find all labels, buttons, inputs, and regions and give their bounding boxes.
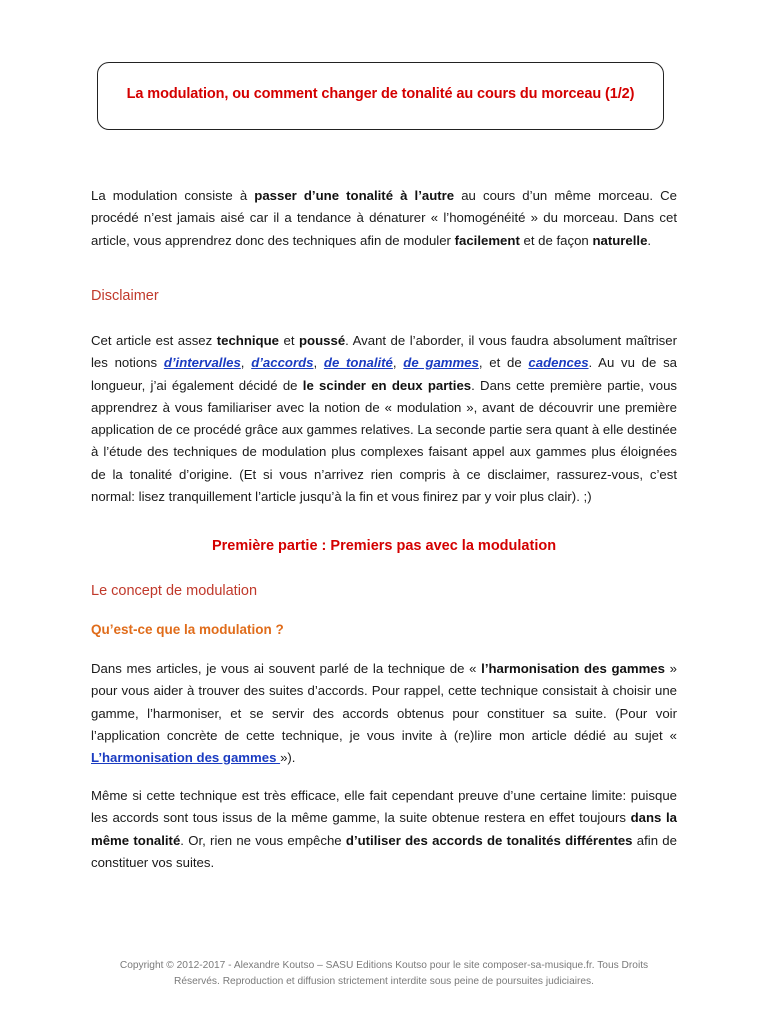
bold-text: poussé xyxy=(298,333,346,348)
link-gammes[interactable]: de gammes xyxy=(403,355,479,371)
text: au cours d’un même morceau. Ce procédé n’est jamais aisé car il a tendance à dénaturer « l’homogénéité » du morceau. Dans cet article, vous apprendrez donc des techniques afin de moduler xyxy=(91,188,677,248)
harmonisation-paragraph xyxy=(91,658,677,769)
text: . Avant de l’aborder, il vous faudra absolument maîtriser les notions xyxy=(91,333,677,371)
copyright-footer xyxy=(100,958,668,990)
text: . xyxy=(647,232,652,248)
intro-paragraph xyxy=(91,185,677,252)
link-accords[interactable]: d’accords xyxy=(251,355,314,371)
text: Cet article est assez xyxy=(91,333,217,348)
text: , xyxy=(392,355,404,371)
footer-line-2: Réservés. Reproduction et diffusion strictement interdite sous peine de poursuites judiciaires. xyxy=(174,976,594,987)
text: , xyxy=(240,355,252,371)
document-title: La modulation, ou comment changer de tonalité au cours du morceau (1/2) xyxy=(126,86,635,102)
text: . Au vu de sa longueur, j’ai également décidé de xyxy=(91,355,678,393)
text: Dans mes articles, je vous ai souvent parlé de la technique de « xyxy=(91,661,482,676)
link-cadences[interactable]: cadences xyxy=(528,355,589,371)
bold-text: le scinder en deux parties xyxy=(302,377,472,393)
disclaimer-heading: Disclaimer xyxy=(91,288,159,304)
link-tonalite[interactable]: de tonalité xyxy=(323,355,393,371)
text: »). xyxy=(280,750,296,766)
footer-line-1: Copyright © 2012-2017 - Alexandre Koutso – SASU Editions Koutso pour le site composer-sa-musique.fr. Tous Droits xyxy=(119,960,649,971)
text: La modulation consiste à xyxy=(91,188,255,203)
text: , et de xyxy=(478,355,529,371)
text: et de façon xyxy=(519,232,593,248)
bold-text: d’utiliser des accords de tonalités différentes xyxy=(345,832,633,848)
text: . Dans cette première partie, vous apprendrez à vous familiariser avec la notion de « modulation », avant de découvrir une première application de ce procédé grâce aux gammes relatives. La seconde partie sera quant à elle destinée à l’étude des techniques de modulation plus complexes faisant appel aux gammes plus éloignées de la tonalité d’origine. (Et si vous n’arrivez rien compris à ce disclaimer, rassurez-vous, c’est normal: lisez tranquillement l’article jusqu’à la fin et vous finirez par y voir plus clair). ;) xyxy=(91,377,678,505)
text: , xyxy=(313,355,324,371)
concept-heading: Le concept de modulation xyxy=(91,583,258,599)
text: . Or, rien ne vous empêche xyxy=(180,832,346,848)
text: et xyxy=(279,333,299,348)
text: » pour vous aider à trouver des suites d’accords. Pour rappel, cette technique consistait à choisir une gamme, l’harmoniser, et se servir des accords obtenus pour constituer sa suite. (Pour voir l’application concrète de cette technique, je vous invite à (re)lire mon article dédié au sujet « xyxy=(91,661,678,743)
disclaimer-paragraph xyxy=(91,330,677,508)
limite-paragraph xyxy=(91,785,677,874)
bold-text: passer d’une tonalité à l’autre xyxy=(254,188,455,203)
link-intervalles[interactable]: d’intervalles xyxy=(163,355,241,371)
bold-text: technique xyxy=(216,333,279,348)
part-heading: Première partie : Premiers pas avec la modulation xyxy=(211,538,557,554)
title-box xyxy=(97,62,664,130)
bold-text: naturelle xyxy=(592,232,648,248)
text: Même si cette technique est très efficace, elle fait cependant preuve d’une certaine limite: puisque les accords sont tous issus de la même gamme, la suite obtenue restera en effet toujours xyxy=(91,788,677,826)
question-heading: Qu’est-ce que la modulation ? xyxy=(91,622,284,637)
link-harmonisation-des-gammes[interactable]: L’harmonisation des gammes xyxy=(91,750,281,766)
bold-text: l’harmonisation des gammes xyxy=(481,661,665,676)
bold-text: dans la même tonalité xyxy=(91,810,677,848)
bold-text: facilement xyxy=(454,232,520,248)
text: afin de constituer vos suites. xyxy=(91,832,677,870)
